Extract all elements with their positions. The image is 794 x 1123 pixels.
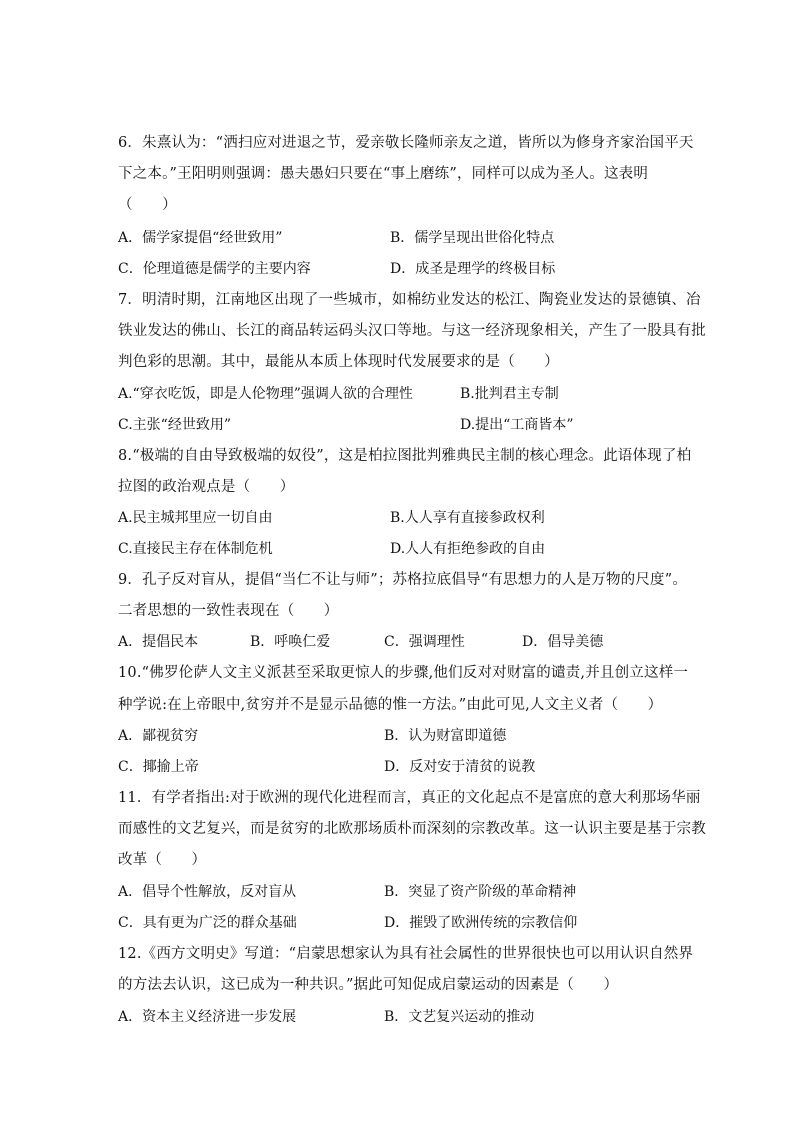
question-7-line-1: 7．明清时期，江南地区出现了一些城市，如棉纺业发达的松江、陶瓷业发达的景德镇、冶 [118,292,701,308]
question-7-option-d: D.提出“工商皆本” [460,417,574,433]
question-9-option-a: A．提倡民本 [118,634,199,650]
question-12-option-a: A．资本主义经济进一步发展 [118,1009,297,1025]
question-10-option-a: A．鄙视贫穷 [118,728,199,744]
question-11-line-2: 而感性的文艺复兴，而是贫穷的北欧那场质朴而深刻的宗教改革。这一认识主要是基于宗教 [118,821,706,837]
question-11-line-1: 11．有学者指出:对于欧洲的现代化进程而言，真正的文化起点不是富庶的意大利那场华丽 [118,790,701,806]
question-10-option-d: D．反对安于清贫的说教 [384,759,536,775]
question-9-option-b: B．呼唤仁爱 [250,634,331,650]
question-6-option-d: D．成圣是理学的终极目标 [390,261,556,277]
question-9-option-c: C．强调理性 [384,634,465,650]
question-8-line-1: 8.“极端的自由导致极端的奴役”，这是柏拉图批判雅典民主制的核心理念。此语体现了柏 [118,448,692,464]
question-11-line-3: 改革（ ） [118,852,207,868]
question-9-line-2: 二者思想的一致性表现在（ ） [118,603,339,619]
question-8-option-a: A.民主城邦里应一切自由 [118,510,273,526]
question-9-line-1: 9．孔子反对盲从，提倡“当仁不让与师”；苏格拉底倡导“有思想力的人是万物的尺度”。 [118,572,688,588]
question-8-option-c: C.直接民主存在体制危机 [118,541,273,557]
question-8-option-d: D.人人有拒绝参政的自由 [390,541,546,557]
question-7-line-3: 判色彩的思潮。其中，最能从本质上体现时代发展要求的是（ ） [118,354,559,370]
question-12-option-b: B．文艺复兴运动的推动 [384,1009,535,1025]
question-6-option-c: C．伦理道德是儒学的主要内容 [118,261,311,277]
question-8-option-b: B.人人享有直接参政权利 [390,510,545,526]
question-7-line-2: 铁业发达的佛山、长江的商品转运码头汉口等地。与这一经济现象相关，产生了一股具有批 [118,323,706,339]
question-6-line-1: 6．朱熹认为：“洒扫应对进退之节，爱亲敬长隆师亲友之道，皆所以为修身齐家治国平天 [118,135,694,151]
question-11-option-b: B．突显了资产阶级的革命精神 [384,884,577,900]
question-11-option-c: C．具有更为广泛的群众基础 [118,915,297,931]
question-10-option-c: C．揶揄上帝 [118,759,199,775]
question-8-line-2: 拉图的政治观点是（ ） [118,479,295,495]
question-6-line-3: （ ） [118,197,177,213]
question-6-line-2: 下之本。”王阳明则强调：愚夫愚妇只要在“事上磨练”，同样可以成为圣人。这表明 [118,166,649,182]
question-11-option-d: D．摧毁了欧洲传统的宗教信仰 [384,915,578,931]
question-6-option-a: A．儒学家提倡“经世致用” [118,230,283,246]
question-7-option-c: C.主张“经世致用” [118,417,231,433]
question-11-option-a: A．倡导个性解放，反对盲从 [118,884,297,900]
question-10-line-1: 10.“佛罗伦萨人文主义派甚至采取更惊人的步骤,他们反对对财富的谴责,并且创立这样一 [118,665,689,681]
question-7-option-a: A.“穿衣吃饭，即是人伦物理”强调人欲的合理性 [118,386,413,402]
question-12-line-1: 12.《西方文明史》写道：“启蒙思想家认为具有社会属性的世界很快也可以用认识自然界 [118,946,694,962]
question-10-option-b: B．认为财富即道德 [384,728,507,744]
question-9-option-d: D．倡导美德 [522,634,604,650]
question-10-line-2: 种学说:在上帝眼中,贫穷并不是显示品德的惟一方法。”由此可见,人文主义者（ ） [118,697,663,713]
question-7-option-b: B.批判君主专制 [460,386,559,402]
question-6-option-b: B．儒学呈现出世俗化特点 [390,230,555,246]
question-12-line-2: 的方法去认识，这已成为一种共识。”据此可知促成启蒙运动的因素是（ ） [118,977,619,993]
